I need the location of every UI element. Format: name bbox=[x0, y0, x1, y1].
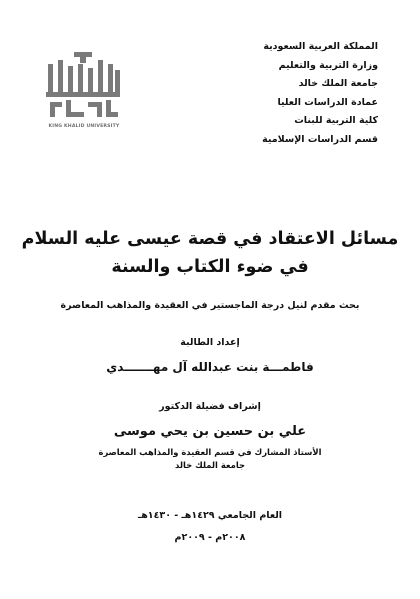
thesis-title-line-1: مسائل الاعتقاد في قصة عيسى عليه السلام bbox=[21, 229, 399, 249]
header-line-college: كلية التربية للبنات bbox=[294, 115, 378, 127]
supervisor-name: علي بن حسين بن يحي موسى bbox=[113, 424, 307, 439]
student-name: فاطمـــة بنت عبدالله آل مهـــــــدي bbox=[106, 360, 314, 374]
academic-year-gregorian: ٢٠٠٨م - ٢٠٠٩م bbox=[174, 532, 246, 543]
header-line-department: قسم الدراسات الإسلامية bbox=[262, 133, 378, 145]
prepared-by-label: إعداد الطالبة bbox=[180, 337, 240, 348]
supervisor-title: الأستاذ المشارك في قسم العقيدة والمذاهب المعاصرة bbox=[98, 447, 322, 457]
university-logo bbox=[44, 52, 122, 122]
header-line-ministry: وزارة التربية والتعليم bbox=[278, 59, 378, 71]
academic-year-hijri: العام الجامعي ١٤٢٩هـ - ١٤٣٠هـ bbox=[137, 510, 283, 521]
thesis-title-line-2: في ضوء الكتاب والسنة bbox=[111, 257, 309, 277]
supervision-label: إشراف فضيلة الدكتور bbox=[159, 401, 261, 412]
institution-header bbox=[262, 38, 378, 150]
header-line-country: المملكة العربية السعودية bbox=[263, 41, 378, 52]
header-line-university: جامعة الملك خالد bbox=[298, 78, 378, 90]
degree-statement: بحث مقدم لنيل درجة الماجستير في العقيدة والمذاهب المعاصرة bbox=[60, 300, 360, 311]
supervisor-affiliation: جامعة الملك خالد bbox=[174, 460, 245, 470]
logo-caption: KING KHALID UNIVERSITY bbox=[48, 124, 120, 129]
header-line-deanship: عمادة الدراسات العليا bbox=[277, 96, 378, 108]
